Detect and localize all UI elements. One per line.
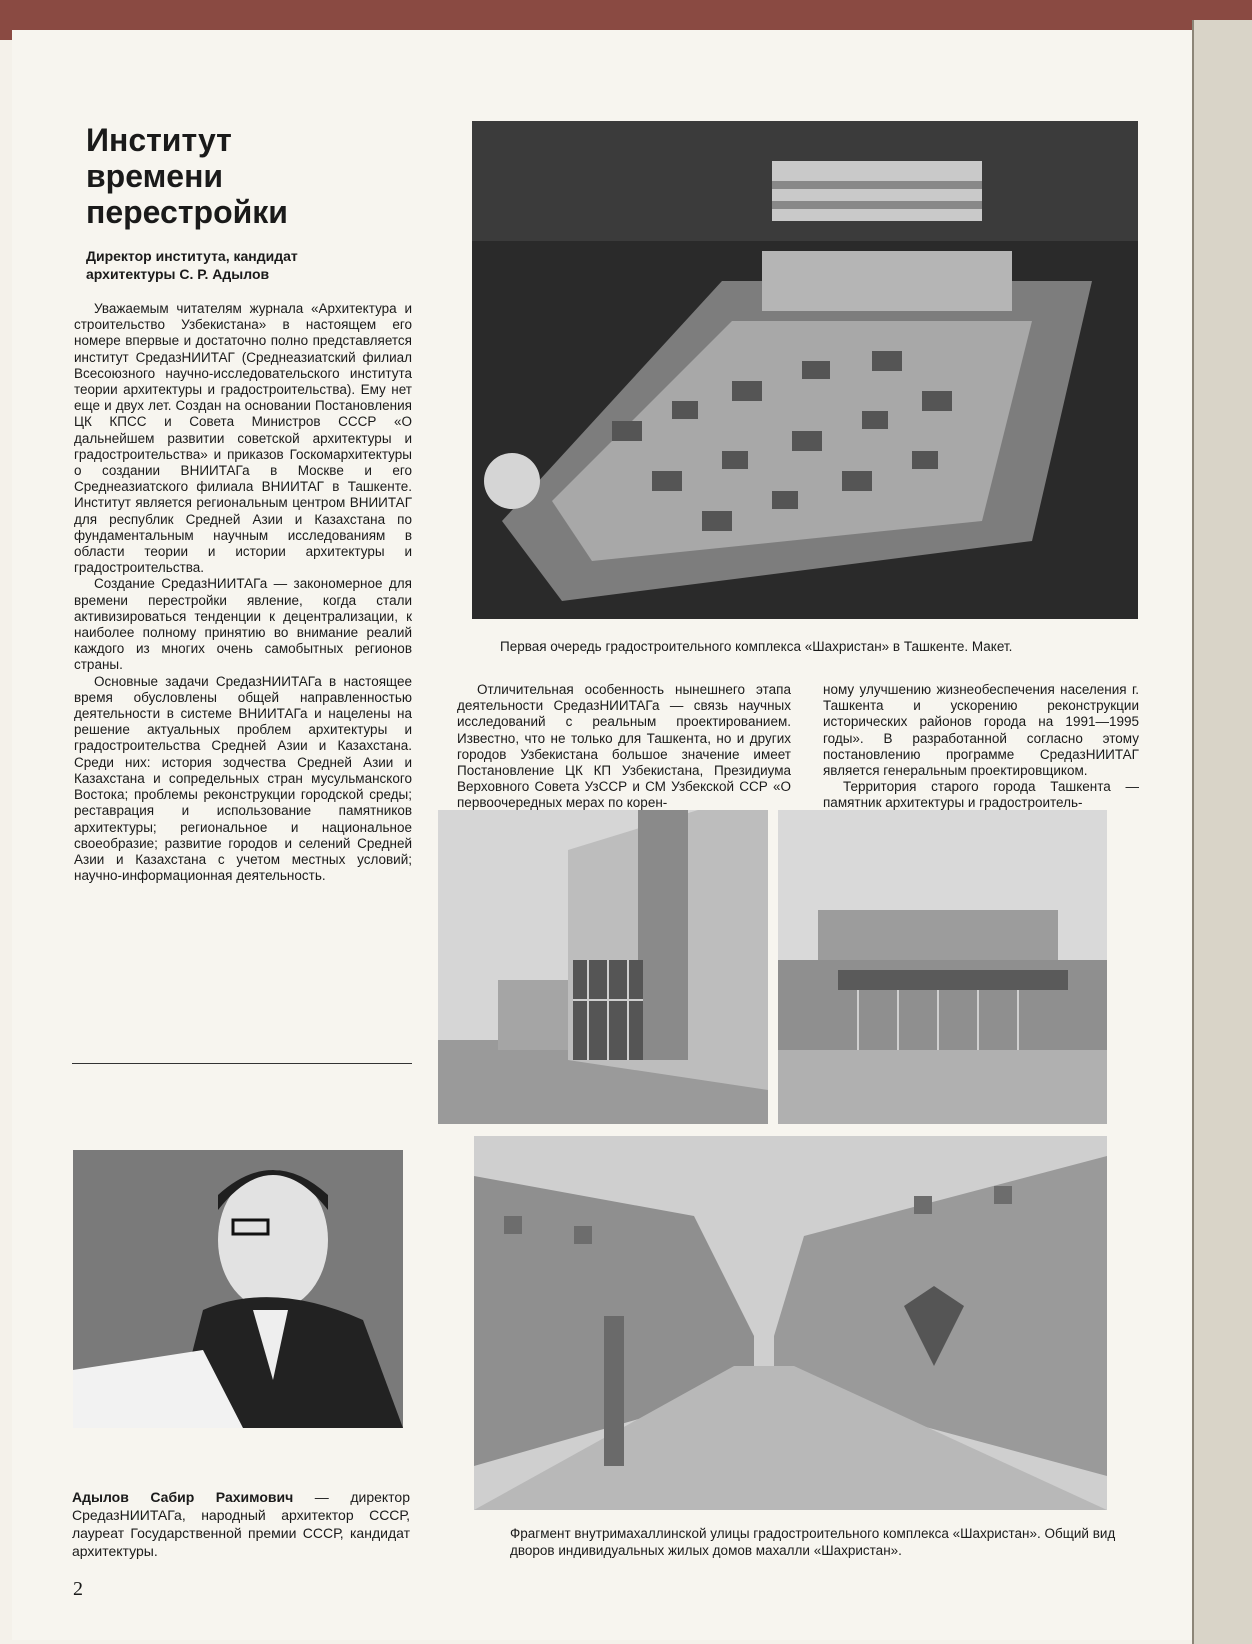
title-line: перестройки [86, 194, 288, 230]
byline-line: Директор института, кандидат [86, 248, 298, 264]
paragraph: Территория старого города Ташкента — памятник архитектуры и градостроитель- [823, 779, 1139, 811]
model-photo [472, 121, 1138, 619]
page-right-edge [1192, 20, 1252, 1644]
title-line: времени [86, 158, 224, 194]
portrait-name: Адылов Сабир Рахимович [72, 1489, 294, 1505]
portrait-caption [72, 1488, 410, 1560]
paragraph: ному улучшению жизнеобеспечения населения г. Ташкента и ускорению реконструкции исторических районов города на 1991—1995 годы». В разработанной согласно этому постановлению программе СредазНИИТАГ является генеральным проектировщиком. [823, 682, 1139, 779]
model-photo-caption: Первая очередь градостроительного комплекса «Шахристан» в Ташкенте. Макет. [500, 639, 1013, 654]
street-photo-caption: Фрагмент внутримахаллинской улицы градостроительного комплекса «Шахристан». Общий вид дворов индивидуальных жилых домов махалли «Шахристан». [510, 1526, 1116, 1558]
paragraph: Отличительная особенность нынешнего этапа деятельности СредазНИИТАГа — связь научных исследований с реальным проектированием. Известно, что не только для Ташкента, но и других городов Узбекистана большое значение имеет Постановление ЦК КП Узбекистана, Президиума Верховного Совета УзССР и СМ Узбекской ССР «О первоочередных мерах по корен- [457, 682, 791, 811]
text-column-3 [823, 682, 1139, 812]
page-number: 2 [73, 1578, 83, 1600]
article-byline [86, 247, 396, 283]
paragraph: Основные задачи СредазНИИТАГа в настоящее время обусловлены общей направленностью деятельности в системе ВНИИТАГа и нацелены на решение актуальных проблем архитектуры и градостроительства Средней Азии и Казахстана. Среди них: история зодчества Средней Азии и Казахстана и сопредельных стран мусульманского Востока; проблемы реконструкции городской среды; реставрация и использование памятников архитектуры; региональное и национальное своеобразие; развитие городов и селений Средней Азии и Казахстана с учетом местных условий; научно-информационная деятельность. [74, 673, 412, 884]
text-column-2 [457, 682, 791, 812]
text-column-1 [74, 301, 412, 884]
building-photo-left [438, 810, 768, 1124]
column-divider [72, 1063, 412, 1064]
title-line: Институт [86, 122, 232, 158]
street-photo [474, 1136, 1107, 1510]
building-photo-right [778, 810, 1107, 1124]
portrait-photo [73, 1150, 403, 1428]
paragraph: Уважаемым читателям журнала «Архитектура и строительство Узбекистана» в настоящем его номере впервые и достаточно полно представляется институт СредазНИИТАГ (Среднеазиатский филиал Всесоюзного научно-исследовательского института теории архитектуры и градостроительства). Ему нет еще и двух лет. Создан на основании Постановления ЦК КПСС и Совета Министров СССР «О дальнейшем развитии советской архитектуры и градостроительства» и приказов Госкомархитектуры о создании ВНИИТАГа в Москве и его Среднеазиатского филиала ВНИИТАГ в Ташкенте. Институт является региональным центром ВНИИТАГ для республик Средней Азии и Казахстана по фундаментальным научным исследованиям в области теории и истории архитектуры и градостроительства. [74, 301, 412, 576]
byline-line: архитектуры С. Р. Адылов [86, 266, 270, 282]
paragraph: Создание СредазНИИТАГа — закономерное для времени перестройки явление, когда стали активизироваться тенденции к децентрализации, к наиболее полному принятию во внимание реалий каждого из многих очень самобытных регионов страны. [74, 576, 412, 673]
portrait-description: — директор СредазНИИТАГа, народный архитектор СССР, лауреат Государственной премии СССР, кандидат архитектуры. [72, 1489, 411, 1559]
article-title [86, 122, 386, 230]
